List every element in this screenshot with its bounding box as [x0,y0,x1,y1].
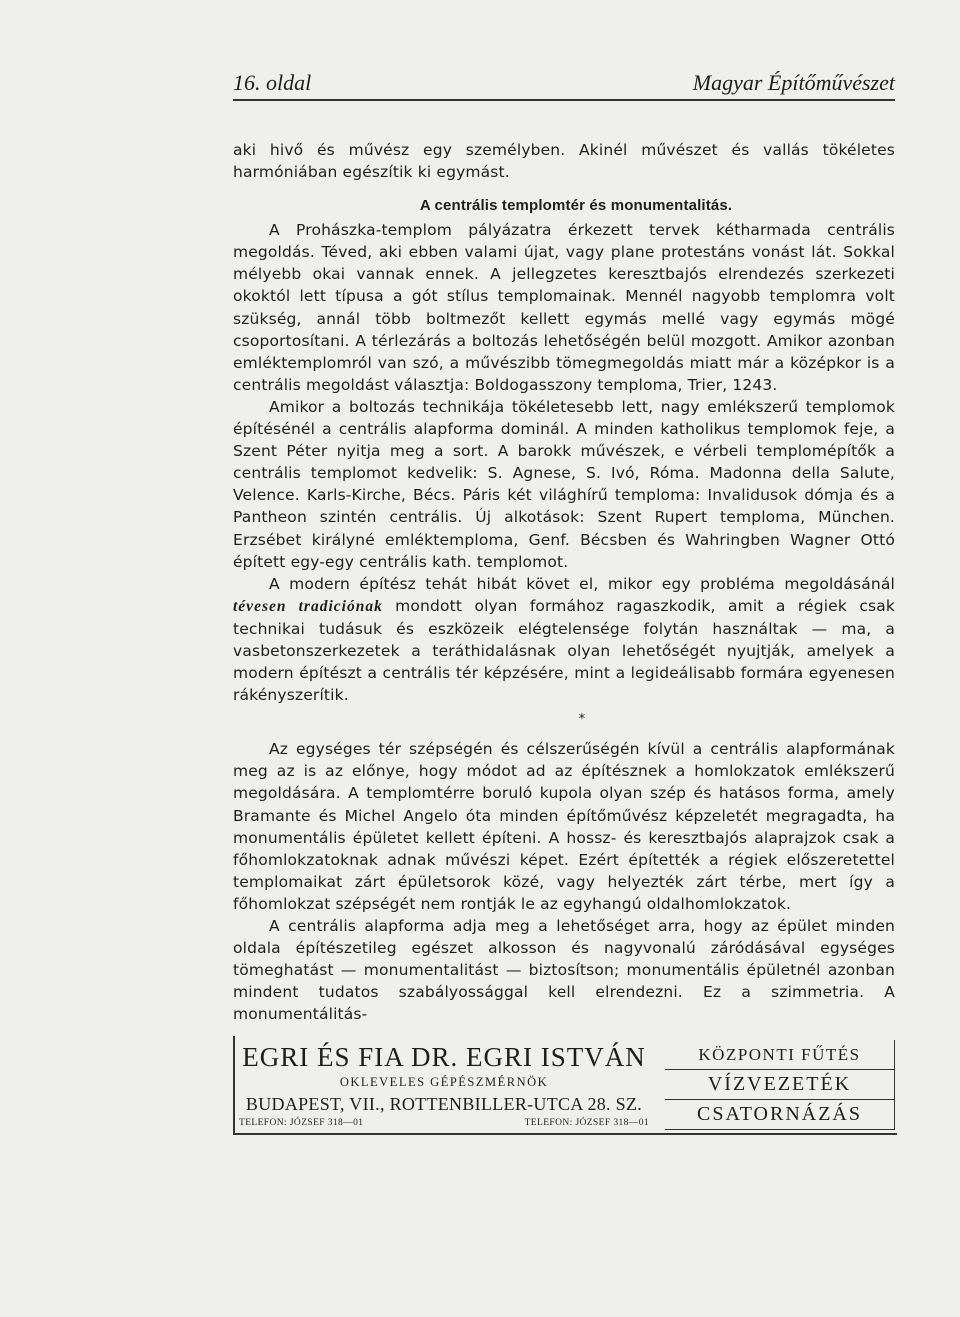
page-header [233,70,895,100]
paragraph-5: Az egységes tér szépségén és célszerűségén kívül a centrális alapformának meg az is az előnye, hogy módot ad az építésznek a homlokzatok emlékszerű megoldására. A templomtérre boruló kupola olyan szép és hatásos forma, amely Bramante és Michel Angelo óta minden építőművész képzeletét megragadta, ha monumentális épületet kellett építeni. A hossz- és keresztbajós alaprajzok csak a főhomlokzatoknak adnak művészi képet. Ezért építették a régiek előszeretettel templomaikat zárt épületsorok közé, vagy helyezték zárt térbe, mert így a főhomlokzat szépségét nem rontják le az egyhangú oldalhomlokzatok. [233,740,895,913]
paragraph-4 [233,573,895,707]
ad-service-sewerage: CSATORNÁZÁS [665,1100,895,1130]
emphasized-phrase: tévesen tradiciónak [233,597,383,615]
ad-company-name: EGRI ÉS FIA DR. EGRI ISTVÁN [242,1042,646,1072]
section-heading: A centrális templomtér és monumentalitás. [419,197,733,215]
ad-phones [235,1116,653,1132]
header-rule [233,99,895,101]
ad-subtitle: OKLEVELES GÉPÉSZMÉRNÖK [339,1075,549,1089]
paragraph-6: A centrális alapforma adja meg a lehetőséget arra, hogy az épület minden oldala építészetileg egészet alkosson és nagyvonalú záródásával egységes tömeghatást — monumentalitást — biztosítson; monumentális épületnél azonban mindent tudatos szabályossággal kell elrendezni. Ez a szimmetria. A monumentálitás- [233,917,895,1024]
paragraph-3: Amikor a boltozás technikája tökéletesebb lett, nagy emlékszerű templomok építésénél a centrális alapforma dominál. A minden katholikus templomok feje, a Szent Péter nyitja meg a sort. A barokk művészek, e vérbeli templomépítők a centrális templomot kedvelik: S. Agnese, S. Ivó, Róma. Madonna della Salute, Velence. Karls-Kirche, Bécs. Páris két világhírű temploma: Invalidusok dómja és a Pantheon szintén centrális. Új alkotások: Szent Rupert temploma, München. Erzsébet királyné emléktemploma, Genf. Bécsben és Wahringben Wagner Ottó épített egy-egy centrális kath. templomot. [233,397,895,571]
section-separator: * [578,712,586,728]
journal-title: Magyar Építőművészet [692,70,895,95]
ad-company-block [235,1042,653,1132]
page-number: 16. oldal [233,70,312,95]
ad-phone-left: TELEFON: JÓZSEF 318—01 [239,1118,364,1128]
paragraph-4-start: A modern építész tehát hibát követ el, mikor egy probléma megoldásánál [269,574,895,593]
advertisement [233,1036,897,1135]
ad-phone-right: TELEFON: JÓZSEF 318—01 [524,1118,649,1128]
ad-services [665,1040,895,1130]
ad-service-plumbing: VÍZVEZETÉK [665,1070,895,1100]
ad-address: BUDAPEST, VII., ROTTENBILLER-UTCA 28. SZ. [245,1094,643,1114]
paragraph-1: aki hivő és művész egy személyben. Akinél művészet és vallás tökéletes harmóniában egészítik ki egymást. [233,141,895,182]
paragraph-4-end: mondott olyan formához ragaszkodik, amit a régiek csak technikai tudásuk és eszközeik elégtelensége folytán használtak — ma, a vasbetonszerkezetek a teráthidalásnak olyan lehetőségét nyujtják, amelyek a modern építészt a centrális tér képzésére, mint a legideálisabb formára egyenesen rákényszerítik. [233,596,895,705]
ad-service-heating: KÖZPONTI FŰTÉS [665,1040,895,1070]
paragraph-2: A Prohászka-templom pályázatra érkezett tervek kétharmada centrális megoldás. Téved, aki ebben valami újat, vagy plane protestáns vonást lát. Sokkal mélyebb okai vannak ennek. A jellegzetes keresztbajós elrendezés szerkezeti okoktól lett típusa a gót stílus templomainak. Mennél nagyobb templomra volt szükség, annál több boltmezőt kellett egymás mellé vagy egymás mögé csoportosítani. A térlezárás a boltozás lehetőségén belül mozgott. Amikor azonban emléktemplomról van szó, a művészibb tömegmegoldás miatt már a középkor is a centrális megoldást választja: Boldogasszony temploma, Trier, 1243. [233,221,895,394]
article-body [233,139,895,1025]
